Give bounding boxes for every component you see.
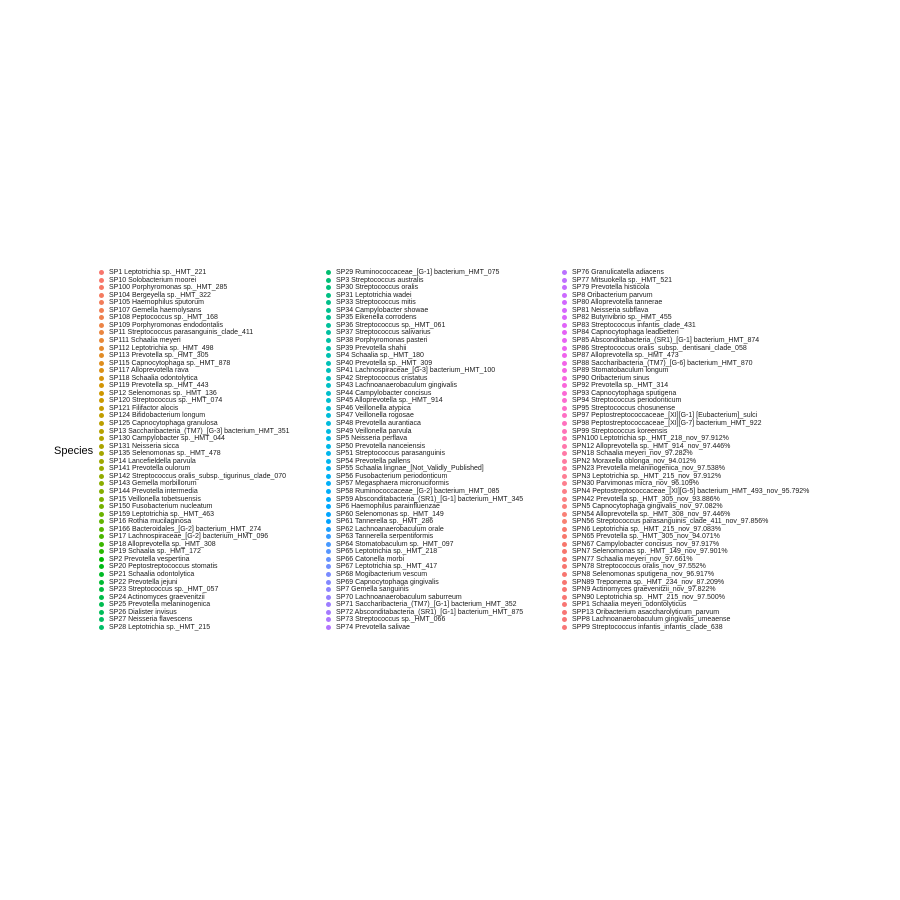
legend-label: SP1 Leptotrichia sp._HMT_221 [109,269,207,276]
legend-label: SP41 Lachnospiraceae_[G-3] bacterium_HMT_100 [336,367,496,375]
legend-label: SP49 Veillonella parvula [336,427,412,435]
legend-label: SP30 Streptococcus oralis [336,284,419,292]
legend-key-dot [562,361,567,366]
legend-label: SPN90 Leptotrichia sp._HMT_215_nov_97.500% [572,593,725,601]
legend-key-dot [326,481,331,486]
legend-key-dot [99,474,104,479]
legend-label: SP58 Ruminococcaceae_[G-2] bacterium_HMT_085 [336,487,500,495]
legend-label: SP16 Rothia mucilaginosa [109,518,192,526]
legend-key-dot [326,572,331,577]
legend-key-dot [326,308,331,313]
legend-key-dot [99,421,104,426]
legend-label: SP69 Capnocytophaga gingivalis [336,578,439,586]
legend-label: SP35 Eikenella corrodens [336,314,417,322]
legend-label: SP2 Prevotella vespertina [109,555,190,563]
legend-label: SP3 Streptococcus australis [336,276,424,284]
legend-key-dot [326,285,331,290]
legend-key-dot [562,444,567,449]
legend-key-dot [326,398,331,403]
legend-label: SP97 Peptostreptococcaceae_[XI][G-1] [Eubacterium]_sulci [572,412,758,420]
legend-key-dot [99,270,104,275]
legend-label: SPN77 Schaalia meyeri_nov_97.661% [572,555,693,563]
legend-label: SP144 Prevotella intermedia [109,487,198,495]
legend-label: SP57 Megasphaera micronuciformis [336,480,449,488]
legend-label: SP59 Absconditabacteria_(SR1)_[G-1] bacterium_HMT_345 [336,495,524,503]
legend-label: SPN65 Prevotella sp._HMT_305_nov_94.071% [572,533,720,541]
legend-label: SP63 Tannerella serpentiformis [336,533,434,541]
legend-label: SP50 Prevotella nanceiensis [336,442,426,450]
legend-label: SPP9 Streptococcus infantis_infantis_clade_638 [572,623,723,631]
legend-key-dot [99,346,104,351]
legend-label: SPN5 Capnocytophaga gingivalis_nov_97.082% [572,503,723,511]
legend-key-dot [99,617,104,622]
legend-label: SP7 Gemella sanguinis [336,586,409,594]
legend-label: SP111 Schaalia meyeri [109,336,181,344]
legend-key-dot [99,602,104,607]
legend-key-dot [326,451,331,456]
legend-key-dot [99,557,104,562]
legend-key-dot [326,353,331,358]
legend-label: SP121 Filifactor alocis [109,404,179,412]
legend-label: SP42 Streptococcus cristatus [336,374,428,382]
legend-key-dot [326,595,331,600]
legend-label: SP124 Bifidobacterium longum [109,412,206,420]
legend-key-dot [99,459,104,464]
legend-key-dot [326,542,331,547]
legend-label: SP28 Leptotrichia sp._HMT_215 [109,623,211,631]
legend-label: SP27 Neisseria flavescens [109,616,193,624]
legend-label: SP33 Streptococcus mitis [336,299,416,307]
legend-label: SP13 Saccharibacteria_(TM7)_[G-3] bacterium_HMT_351 [109,427,290,435]
legend-label: SP100 Porphyromonas sp._HMT_285 [109,284,228,292]
legend-key-dot [326,549,331,554]
legend-label: SP135 Selenomonas sp._HMT_478 [109,450,221,458]
legend-key-dot [99,330,104,335]
legend-key-dot [326,270,331,275]
legend-label: SP115 Capnocytophaga sp._HMT_878 [109,359,231,367]
legend-key-dot [99,549,104,554]
legend-label: SP21 Schaalia odontolytica [109,571,195,578]
legend-key-dot [99,315,104,320]
legend-key-dot [562,421,567,426]
legend-label: SP95 Streptococcus chosunense [572,404,676,412]
legend-label: SP10 Solobacterium moorei [109,276,197,284]
legend-key-dot [99,580,104,585]
legend-label: SP98 Peptostreptococcaceae_[XI][G-7] bacterium_HMT_922 [572,420,762,427]
legend-label: SP29 Ruminococcaceae_[G-1] bacterium_HMT_075 [336,269,500,276]
legend-label: SP89 Stomatobaculum longum [572,367,669,375]
legend-label: SP84 Capnocytophaga leadbetteri [572,329,679,337]
legend-key-dot [99,587,104,592]
legend-label: SP24 Actinomyces graevenitzii [109,593,205,601]
legend-label: SP26 Dialister invisus [109,608,177,616]
legend-label: SP39 Prevotella shahii [336,344,407,352]
legend-label: SP141 Prevotella oulorum [109,465,191,473]
legend-label: SP44 Campylobacter concisus [336,389,432,397]
legend-key-dot [562,308,567,313]
legend-label: SP31 Leptotrichia wadei [336,291,412,299]
legend-key-dot [562,330,567,335]
legend-key-dot [562,595,567,600]
legend-label: SPP1 Schaalia meyeri_odontolyticus [572,601,687,609]
legend-key-dot [326,527,331,532]
legend-key-dot [562,617,567,622]
legend-label: SP86 Streptococcus oralis_subsp._dentisani_clade_058 [572,344,747,352]
legend-key-dot [562,497,567,502]
legend-label: SP142 Streptococcus oralis_subsp._tigurinus_clade_070 [109,472,287,480]
legend-key-dot [562,557,567,562]
legend-label: SP45 Alloprevotella sp._HMT_914 [336,397,443,405]
legend-label: SP68 Mogibacterium vescum [336,571,428,578]
legend-key-dot [562,572,567,577]
legend-key-dot [326,610,331,615]
legend-label: SP92 Prevotella sp._HMT_314 [572,382,669,390]
legend-label: SP118 Schaalia odontolytica [109,374,198,382]
legend-label: SP5 Neisseria perflava [336,435,408,443]
legend-key-dot [326,489,331,494]
legend-key-dot [99,300,104,305]
legend-label: SP76 Granulicatella adiacens [572,269,664,276]
legend-label: SP51 Streptococcus parasanguinis [336,450,445,458]
legend-label: SP17 Lachnospiraceae_[G-2] bacterium_HMT_096 [109,533,269,541]
legend-label: SP4 Schaalia sp._HMT_180 [336,352,424,360]
legend-key-dot [562,466,567,471]
legend-label: SP73 Streptococcus sp._HMT_066 [336,616,446,624]
legend-label: SP25 Prevotella melaninogenica [109,601,211,609]
legend-key-dot [562,338,567,343]
legend-key-dot [99,429,104,434]
legend-label: SP43 Lachnoanaerobaculum gingivalis [336,382,458,390]
legend-label: SP8 Oribacterium parvum [572,291,653,299]
legend-key-dot [99,361,104,366]
legend-key-dot [326,376,331,381]
legend-key-dot [562,610,567,615]
legend-label: SPN8 Selenomonas sputigena_nov_96.917% [572,571,715,578]
legend-key-dot [326,625,331,630]
legend-key-dot [326,459,331,464]
legend-key-dot [99,564,104,569]
legend-label: SP72 Absconditabacteria_(SR1)_[G-1] bacterium_HMT_875 [336,608,524,616]
legend-label: SP82 Butyrivibrio sp._HMT_455 [572,314,672,322]
legend-key-dot [99,481,104,486]
legend-label: SP46 Veillonella atypica [336,404,411,412]
legend-label: SP71 Saccharibacteria_(TM7)_[G-1] bacterium_HMT_352 [336,601,517,609]
legend-label: SP70 Lachnoanaerobaculum saburreum [336,593,462,601]
legend-label: SP20 Peptostreptococcus stomatis [109,563,218,571]
legend-key-dot [99,610,104,615]
legend-label: SPN89 Treponema sp._HMT_234_nov_87.209% [572,578,725,586]
legend-label: SP109 Porphyromonas endodontalis [109,321,224,329]
legend-title: Species [54,445,94,457]
legend-label: SP60 Selenomonas sp._HMT_149 [336,510,444,518]
legend-key-dot [99,278,104,283]
legend-key-dot [326,429,331,434]
legend-label: SP112 Leptotrichia sp._HMT_498 [109,344,214,352]
legend-key-dot [326,444,331,449]
legend-label: SP48 Prevotella aurantiaca [336,420,421,427]
legend-key-dot [562,383,567,388]
legend-key-dot [99,595,104,600]
legend-key-dot [326,534,331,539]
legend-key-dot [562,278,567,283]
legend-label: SP34 Campylobacter showae [336,306,429,314]
legend-label: SPN3 Leptotrichia sp._HMT_215_nov_97.912% [572,472,722,480]
legend-label: SP54 Prevotella pallens [336,457,411,465]
legend-label: SP131 Neisseria sicca [109,442,180,450]
legend-key-dot [562,323,567,328]
legend-key-dot [326,300,331,305]
legend-key-dot [562,391,567,396]
legend-key-dot [99,368,104,373]
legend-label: SP87 Alloprevotella sp._HMT_473 [572,352,679,360]
legend-key-dot [562,504,567,509]
legend-label: SP14 Lancefieldella parvula [109,457,196,465]
legend-key-dot [99,572,104,577]
legend-label: SP64 Stomatobaculum sp._HMT_097 [336,540,454,548]
legend-key-dot [562,625,567,630]
legend-key-dot [562,481,567,486]
legend-key-dot [562,527,567,532]
legend-key-dot [326,512,331,517]
legend-key-dot [562,549,567,554]
legend-label: SP125 Capnocytophaga granulosa [109,420,218,427]
legend-label: SP120 Streptococcus sp._HMT_074 [109,397,223,405]
legend-label: SPN2 Moraxella oblonga_nov_94.012% [572,457,697,465]
legend-label: SPN42 Prevotella sp._HMT_305_nov_93.886% [572,495,720,503]
legend-key-dot [99,444,104,449]
legend-label: SP66 Catonella morbi [336,555,405,563]
legend-key-dot [562,293,567,298]
legend-key-dot [326,497,331,502]
legend-label: SP94 Streptococcus periodonticum [572,397,682,405]
legend-key-dot [326,602,331,607]
legend-key-dot [562,270,567,275]
legend-key-dot [562,474,567,479]
legend-key-dot [326,474,331,479]
legend-label: SP38 Porphyromonas pasteri [336,336,428,344]
legend-label: SPN30 Parvimonas micra_nov_96.109% [572,480,699,488]
legend-key-dot [326,406,331,411]
legend-key-dot [326,278,331,283]
legend-label: SP37 Streptococcus salivarius [336,329,431,337]
legend-label: SP83 Streptococcus infantis_clade_431 [572,321,696,329]
legend-label: SPN56 Streptococcus parasanguinis_clade_411_nov_97.856% [572,518,769,526]
legend-key-dot [99,436,104,441]
legend-key-dot [562,512,567,517]
legend-key-dot [326,587,331,592]
legend-label: SPP13 Oribacterium asaccharolyticum_parvum [572,608,720,616]
legend-key-dot [99,353,104,358]
legend-key-dot [562,368,567,373]
legend-label: SP77 Mitsuokella sp._HMT_521 [572,276,672,284]
legend-key-dot [326,580,331,585]
legend-key-dot [99,323,104,328]
legend-key-dot [99,376,104,381]
legend-label: SP99 Streptococcus koreensis [572,427,668,435]
legend-key-dot [562,564,567,569]
legend-key-dot [562,519,567,524]
legend-label: SP61 Tannerella sp._HMT_286 [336,518,434,526]
legend-key-dot [326,391,331,396]
legend-key-dot [99,308,104,313]
legend-key-dot [562,542,567,547]
legend-key-dot [562,534,567,539]
legend-key-dot [99,451,104,456]
legend-key-dot [326,557,331,562]
legend-key-dot [562,413,567,418]
legend-key-dot [562,398,567,403]
legend-label: SP47 Veillonella rogosae [336,412,414,420]
legend-label: SP36 Streptococcus sp._HMT_061 [336,321,446,329]
legend-key-dot [99,398,104,403]
legend-key-dot [562,300,567,305]
legend-key-dot [562,489,567,494]
legend-label: SPN67 Campylobacter concisus_nov_97.917% [572,540,720,548]
legend-key-dot [99,285,104,290]
legend-label: SP65 Leptotrichia sp._HMT_218 [336,548,438,556]
legend-key-dot [326,338,331,343]
legend-label: SP150 Fusobacterium nucleatum [109,503,213,511]
legend-label: SPP8 Lachnoanaerobaculum gingivalis_umeaense [572,616,731,624]
legend-key-dot [99,413,104,418]
legend-label: SP166 Bacteroidales_[G-2] bacterium_HMT_274 [109,525,262,533]
legend-label: SP23 Streptococcus sp._HMT_057 [109,586,219,594]
legend-key-dot [326,315,331,320]
legend-label: SP159 Leptotrichia sp._HMT_463 [109,510,215,518]
legend-key-dot [562,429,567,434]
legend-key-dot [562,602,567,607]
legend-key-dot [326,330,331,335]
legend-key-dot [99,527,104,532]
legend-label: SP11 Streptococcus parasanguinis_clade_411 [109,329,254,337]
legend-key-dot [562,436,567,441]
legend-label: SP62 Lachnoanaerobaculum orale [336,525,444,533]
legend-label: SP40 Prevotella sp._HMT_309 [336,359,433,367]
legend-label: SP105 Haemophilus sputorum [109,299,204,307]
legend-key-dot [326,361,331,366]
legend-key-dot [562,587,567,592]
legend-key-dot [326,466,331,471]
legend-key-dot [326,293,331,298]
legend-label: SP67 Leptotrichia sp._HMT_417 [336,563,438,571]
legend-key-dot [99,383,104,388]
legend-label: SP81 Neisseria subflava [572,306,649,314]
legend-label: SP104 Bergeyella sp._HMT_322 [109,291,211,299]
legend-key-dot [326,368,331,373]
legend-key-dot [326,421,331,426]
legend-label: SP117 Alloprevotella rava [109,367,189,375]
legend-key-dot [562,406,567,411]
legend-key-dot [99,338,104,343]
legend-label: SP74 Prevotella salivae [336,623,410,631]
legend-key-dot [562,451,567,456]
legend-key-dot [99,542,104,547]
legend-label: SP18 Alloprevotella sp._HMT_308 [109,540,216,548]
legend-key-dot [326,617,331,622]
legend-key-dot [562,580,567,585]
legend-key-dot [326,323,331,328]
legend-label: SP113 Prevotella sp._HMT_305 [109,352,209,360]
legend-label: SP130 Campylobacter sp._HMT_044 [109,435,225,443]
legend-label: SPN12 Alloprevotella sp._HMT_914_nov_97.446% [572,442,731,450]
legend-label: SPN78 Streptococcus oralis_nov_97.552% [572,563,706,571]
legend-key-dot [99,497,104,502]
legend-key-dot [562,376,567,381]
legend-key-dot [326,413,331,418]
legend-key-dot [562,353,567,358]
legend-key-dot [562,346,567,351]
legend-label: SPN23 Prevotella melaninogenica_nov_97.538% [572,465,725,473]
legend-label: SP107 Gemella haemolysans [109,306,202,314]
legend-label: SP22 Prevotella jejuni [109,578,178,586]
legend-label: SPN4 Peptostreptococcaceae_[XI][G-5] bacterium_HMT_493_nov_95.792% [572,487,810,495]
legend-label: SP143 Gemella morbillorum [109,480,197,488]
legend-key-dot [99,489,104,494]
legend-key-dot [326,436,331,441]
legend-label: SPN6 Leptotrichia sp._HMT_215_nov_97.083% [572,525,722,533]
legend-key-dot [326,564,331,569]
legend-key-dot [99,519,104,524]
legend-key-dot [326,504,331,509]
legend-key-dot [326,346,331,351]
legend-label: SPN18 Schaalia meyeri_nov_97.282% [572,450,693,458]
legend-label: SP108 Peptococcus sp._HMT_168 [109,314,218,322]
legend-label: SP88 Saccharibacteria_(TM7)_[G-6] bacterium_HMT_870 [572,359,753,367]
legend-key-dot [326,383,331,388]
legend-key-dot [562,459,567,464]
legend-label: SP15 Veillonella tobetsuensis [109,495,201,503]
legend-label: SPN9 Actinomyces graevenitzii_nov_97.822% [572,586,716,594]
legend-label: SPN54 Alloprevotella sp._HMT_308_nov_97.446% [572,510,731,518]
legend-key-dot [562,285,567,290]
legend-key-dot [99,534,104,539]
legend-label: SP19 Schaalia sp._HMT_172 [109,548,201,556]
legend-label: SP12 Selenomonas sp._HMT_136 [109,389,217,397]
legend-label: SP90 Oribacterium sinus [572,374,650,382]
legend-key-dot [99,406,104,411]
legend-key-dot [326,519,331,524]
legend-key-dot [99,625,104,630]
legend-label: SP79 Prevotella histicola [572,284,650,292]
legend-label: SP119 Prevotella sp._HMT_443 [109,382,209,390]
legend-key-dot [99,466,104,471]
legend-label: SP80 Alloprevotella tannerae [572,299,663,307]
legend-label: SPN7 Selenomonas sp._HMT_149_nov_97.901% [572,548,728,556]
legend-label: SP6 Haemophilus parainfluenzae [336,503,440,511]
legend-label: SP55 Schaalia lingnae_[Not_Validly_Published] [336,465,484,473]
legend-key-dot [99,512,104,517]
legend-label: SPN100 Leptotrichia sp._HMT_218_nov_97.912% [572,435,729,443]
legend-label: SP56 Fusobacterium periodonticum [336,472,448,480]
legend-key-dot [99,504,104,509]
legend-key-dot [99,293,104,298]
legend-key-dot [99,391,104,396]
legend-label: SP85 Absconditabacteria_(SR1)_[G-1] bacterium_HMT_874 [572,336,760,344]
legend-label: SP93 Capnocytophaga sputigena [572,389,677,397]
legend-key-dot [562,315,567,320]
